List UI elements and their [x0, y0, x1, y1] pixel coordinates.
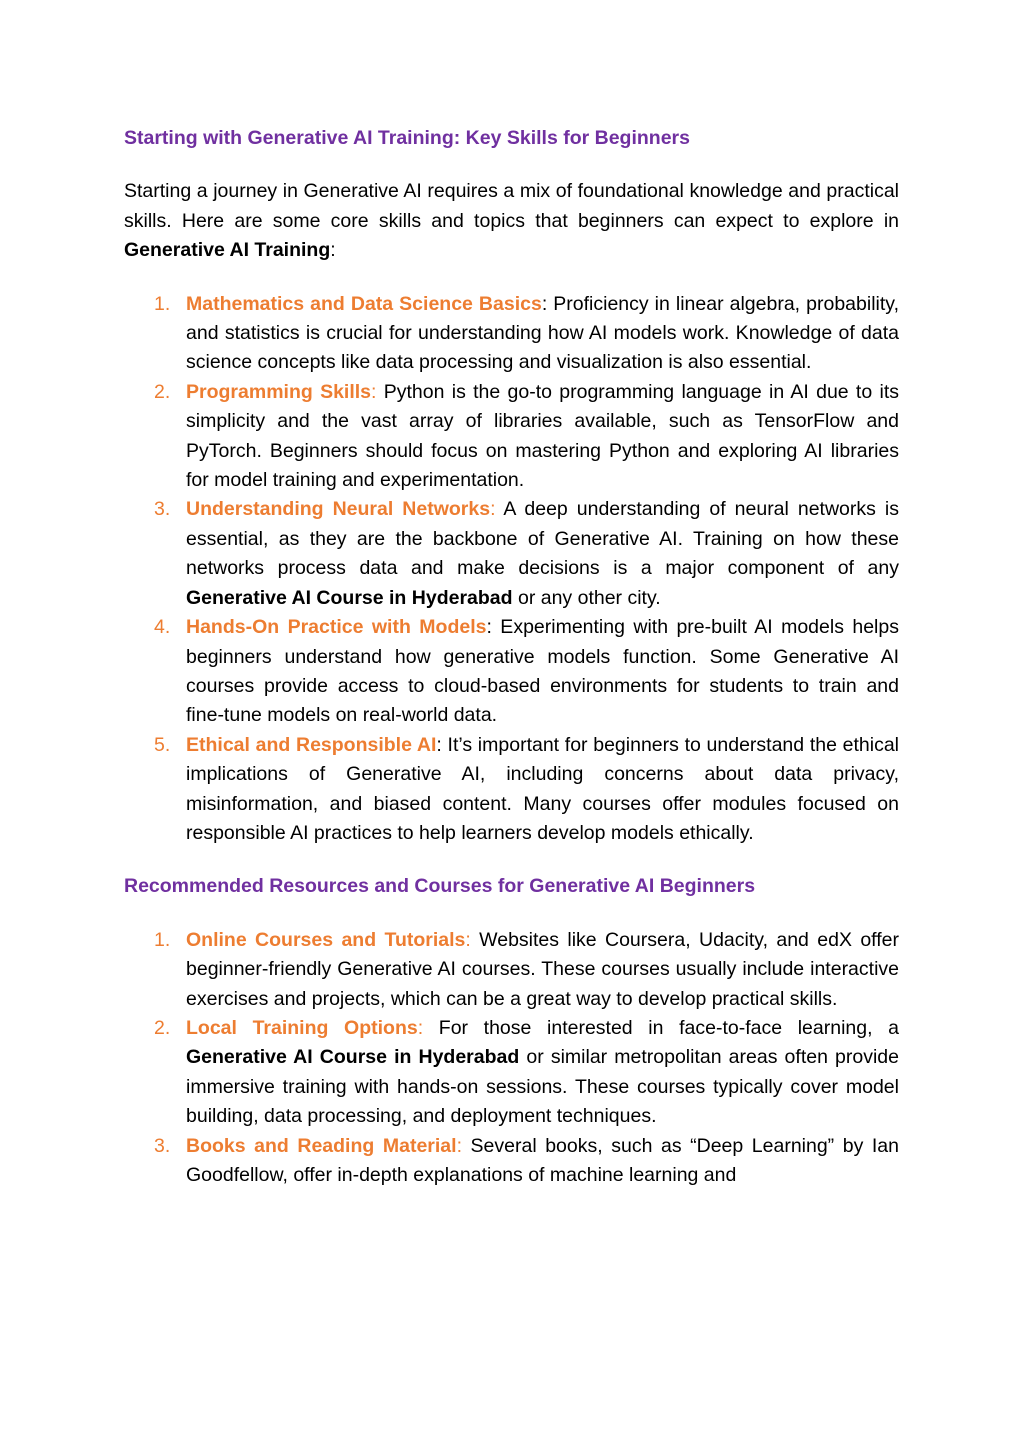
- item-separator: :: [436, 733, 442, 756]
- list-item: [124, 290, 899, 378]
- list-number: 5.: [154, 733, 171, 756]
- list-number: 2.: [154, 380, 171, 403]
- intro-text: Starting a journey in Generative AI requires a mix of foundational knowledge and practical skills. Here are some core skills and topics that beginners can expect to explore in: [124, 180, 899, 232]
- item-separator: :: [541, 292, 548, 315]
- item-separator: :: [486, 616, 492, 639]
- intro-tail: :: [330, 239, 336, 262]
- section2-heading: Recommended Resources and Courses for Generative AI Beginners: [124, 875, 756, 898]
- list-item: [124, 495, 899, 613]
- list-item: [124, 1132, 899, 1191]
- list-number: 3.: [154, 498, 171, 521]
- list-item: [124, 731, 899, 849]
- item-term: Understanding Neural Networks: [186, 498, 491, 521]
- item-term: Ethical and Responsible AI: [186, 733, 437, 756]
- document-page: [124, 124, 899, 1190]
- item-bold-text: Generative AI Course in Hyderabad: [186, 586, 513, 609]
- item-text: For those interested in face-to-face learning, a: [423, 1016, 899, 1039]
- list-item: [124, 1014, 899, 1132]
- section1-heading: Starting with Generative AI Training: Key Skills for Beginners: [124, 127, 690, 149]
- list-number: 3.: [154, 1134, 171, 1157]
- item-bold-text: Generative AI Course in Hyderabad: [186, 1046, 520, 1069]
- item-term: Books and Reading Material: [186, 1134, 457, 1157]
- item-separator: :: [417, 1016, 424, 1039]
- item-separator: :: [456, 1134, 462, 1157]
- item-text: Websites like Coursera, Udacity, and edX offer beginner-friendly Generative AI courses. These courses usually include interactive exercises and projects, which can be a great way to develop practical skills.: [186, 928, 899, 1010]
- item-text: A deep understanding of neural networks is essential, as they are the backbone of Generative AI. Training on how these networks process data and make decisions is a major component of any: [186, 498, 899, 580]
- skills-list: [124, 290, 899, 849]
- list-number: 1.: [154, 292, 171, 315]
- item-text: Experimenting with pre-built AI models helps beginners understand how generative models function. Some Generative AI courses provide access to cloud-based environments for students to train and fine-tune models on real-world data.: [186, 616, 899, 727]
- intro-bold-text: Generative AI Training: [124, 239, 331, 262]
- item-tail: or any other city.: [512, 586, 661, 609]
- item-text: It’s important for beginners to understand the ethical implications of Generative AI, including concerns about data privacy, misinformation, and biased content. Many courses offer modules focused on responsible AI practices to help learners develop models ethically.: [186, 733, 899, 844]
- list-item: [124, 613, 899, 731]
- item-tail: or similar metropolitan areas often provide immersive training with hands-on sessions. These courses typically cover model building, data processing, and deployment techniques.: [186, 1046, 899, 1128]
- list-number: 4.: [154, 616, 171, 639]
- item-term: Local Training Options: [186, 1016, 418, 1039]
- list-number: 1.: [154, 928, 171, 951]
- list-item: [124, 378, 899, 496]
- item-term: Mathematics and Data Science Basics: [186, 292, 542, 315]
- item-term: Programming Skills: [186, 380, 372, 403]
- item-separator: :: [465, 928, 471, 951]
- list-item: [124, 926, 899, 1014]
- list-number: 2.: [154, 1016, 171, 1039]
- item-term: Online Courses and Tutorials: [186, 928, 466, 951]
- item-term: Hands-On Practice with Models: [186, 616, 487, 639]
- item-separator: :: [371, 380, 377, 403]
- item-text: Python is the go-to programming language in AI due to its simplicity and the vast array of libraries available, such as TensorFlow and PyTorch. Beginners should focus on mastering Python and exploring AI libraries for model training and experimentation.: [186, 380, 899, 492]
- item-text: Proficiency in linear algebra, probability, and statistics is crucial for understanding how AI models work. Knowledge of data science concepts like data processing and visualization is also essential.: [186, 292, 899, 374]
- item-text: Several books, such as “Deep Learning” by Ian Goodfellow, offer in-depth explanations of machine learning and: [186, 1134, 899, 1186]
- section1-intro: [124, 177, 899, 265]
- item-separator: :: [490, 498, 496, 521]
- resources-list: [124, 926, 899, 1191]
